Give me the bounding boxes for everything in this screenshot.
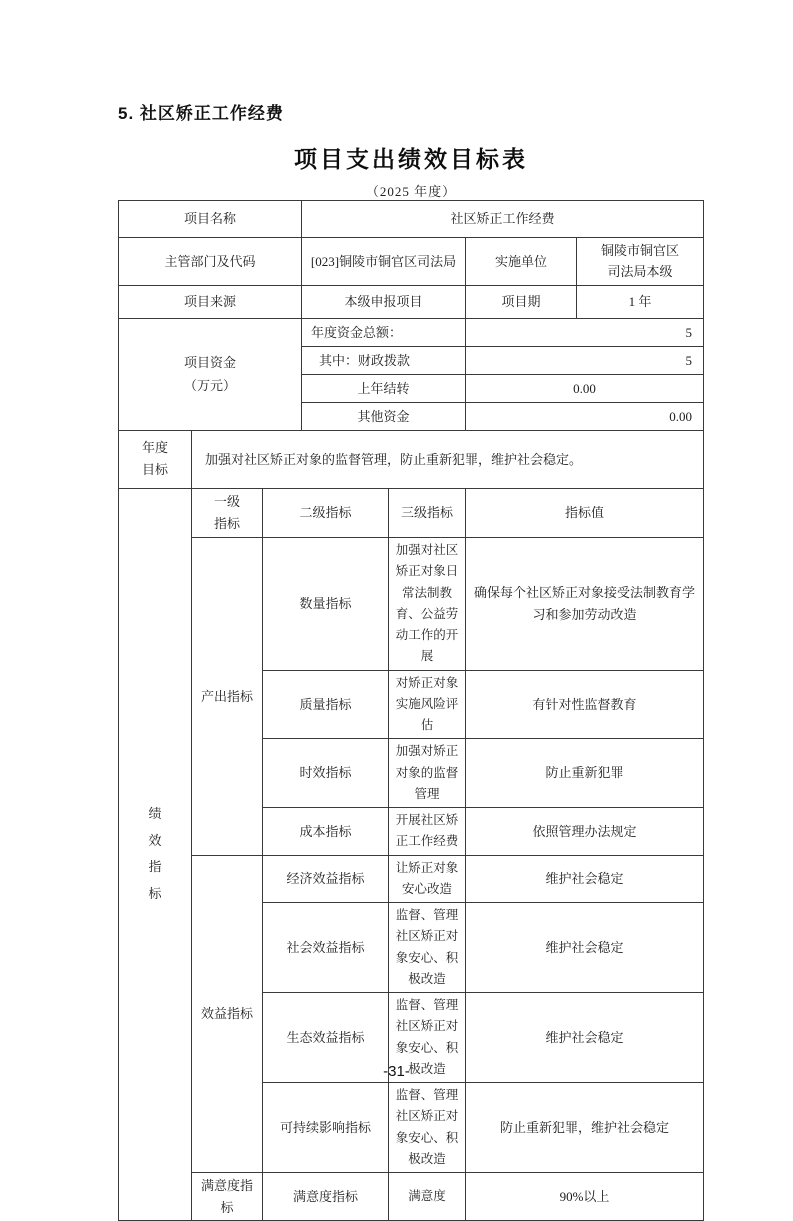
- level3-cell: 满意度: [389, 1173, 466, 1221]
- level2-cell: 成本指标: [263, 808, 389, 856]
- level3-cell: 开展社区矫正工作经费: [389, 808, 466, 856]
- annual-goal-label: 年度目标: [119, 430, 192, 488]
- indicator-value-cell: 维护社会稳定: [466, 855, 704, 903]
- department-value: [023]铜陵市铜官区司法局: [302, 238, 466, 286]
- level1-group-benefit: 效益指标: [192, 855, 263, 1173]
- project-source-value: 本级申报项目: [302, 285, 466, 318]
- fund-section-label-line1: 项目资金: [183, 354, 236, 370]
- annual-goal-value: 加强对社区矫正对象的监督管理，防止重新犯罪，维护社会稳定。: [192, 430, 704, 488]
- fund-other-value: 0.00: [466, 402, 704, 430]
- fund-carryover-value: 0.00: [466, 374, 704, 402]
- header-level1: 一级指标: [192, 488, 263, 537]
- title-block: [118, 141, 704, 200]
- page-number: -31-: [383, 1063, 410, 1080]
- fund-fiscal-value: 5: [466, 346, 704, 374]
- department-label: 主管部门及代码: [119, 238, 302, 286]
- level2-cell: 质量指标: [263, 670, 389, 739]
- level2-cell: 经济效益指标: [263, 855, 389, 903]
- fund-carryover-label: 上年结转: [302, 374, 466, 402]
- document-title: 项目支出绩效目标表: [294, 146, 528, 172]
- level2-cell: 时效指标: [263, 739, 389, 808]
- project-period-label: 项目期: [466, 285, 577, 318]
- fund-total-value: 5: [466, 318, 704, 346]
- fund-section-label: [119, 318, 302, 430]
- project-name-label: 项目名称: [119, 201, 302, 238]
- document-subtitle: （2025 年度）: [365, 184, 457, 199]
- header-value: 指标值: [466, 488, 704, 537]
- indicator-value-cell: 防止重新犯罪: [466, 739, 704, 808]
- impl-unit-value: 铜陵市铜官区司法局本级: [577, 238, 704, 286]
- level3-cell: 监督、管理社区矫正对象安心、积极改造: [389, 993, 466, 1083]
- level2-cell: 生态效益指标: [263, 993, 389, 1083]
- indicator-value-cell: 防止重新犯罪，维护社会稳定: [466, 1083, 704, 1173]
- level2-cell: 可持续影响指标: [263, 1083, 389, 1173]
- level3-cell: 监督、管理社区矫正对象安心、积极改造: [389, 903, 466, 993]
- indicator-value-cell: 90%以上: [466, 1173, 704, 1221]
- project-name-value: 社区矫正工作经费: [302, 201, 704, 238]
- indicator-value-cell: 维护社会稳定: [466, 903, 704, 993]
- fund-fiscal-label: 其中：财政拨款: [302, 346, 466, 374]
- fund-total-label: 年度资金总额：: [302, 318, 466, 346]
- level3-cell: 对矫正对象实施风险评估: [389, 670, 466, 739]
- fund-section-label-line2: （万元）: [183, 378, 236, 394]
- level2-cell: 社会效益指标: [263, 903, 389, 993]
- level2-cell: 满意度指标: [263, 1173, 389, 1221]
- level3-cell: 加强对矫正对象的监督管理: [389, 739, 466, 808]
- header-level3: 三级指标: [389, 488, 466, 537]
- indicator-value-cell: 确保每个社区矫正对象接受法制教育学习和参加劳动改造: [466, 538, 704, 671]
- level3-cell: 加强对社区矫正对象日常法制教育、公益劳动工作的开展: [389, 538, 466, 671]
- indicator-value-cell: 有针对性监督教育: [466, 670, 704, 739]
- level3-cell: 监督、管理社区矫正对象安心、积极改造: [389, 1083, 466, 1173]
- performance-side-label: 绩效指标: [119, 488, 192, 1220]
- impl-unit-label: 实施单位: [466, 238, 577, 286]
- indicator-value-cell: 维护社会稳定: [466, 993, 704, 1083]
- level2-cell: 数量指标: [263, 538, 389, 671]
- header-level2: 二级指标: [263, 488, 389, 537]
- fund-other-label: 其他资金: [302, 402, 466, 430]
- project-source-label: 项目来源: [119, 285, 302, 318]
- level1-group-satisfaction: 满意度指标: [192, 1173, 263, 1221]
- level1-group-output: 产出指标: [192, 538, 263, 856]
- section-heading: 5. 社区矫正工作经费: [118, 104, 284, 123]
- project-period-value: 1 年: [577, 285, 704, 318]
- indicator-value-cell: 依照管理办法规定: [466, 808, 704, 856]
- level3-cell: 让矫正对象安心改造: [389, 855, 466, 903]
